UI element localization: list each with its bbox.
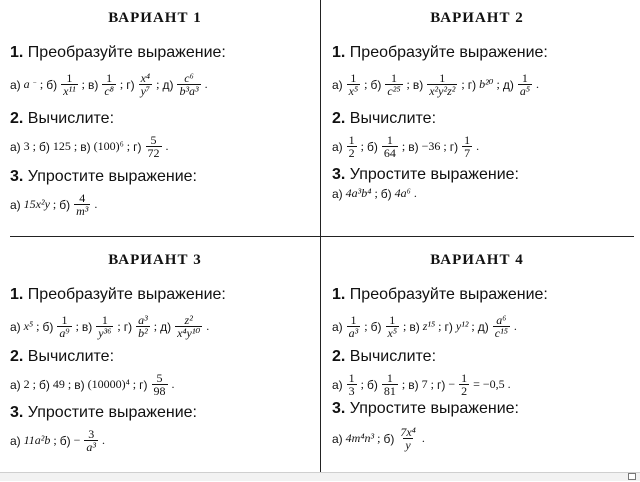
expression-part: 1: [106, 71, 113, 85]
expression-part: a⁶: [496, 313, 507, 327]
fraction: [386, 314, 400, 339]
variant-title: ВАРИАНТ 2: [430, 10, 524, 26]
expression-part: б): [380, 186, 392, 201]
expression-part: 1: [66, 71, 73, 85]
expression-part: ;: [117, 319, 121, 333]
fraction: [84, 428, 98, 453]
expression-part: .: [421, 431, 425, 445]
expression-part: 2.: [10, 110, 24, 127]
expression-part: 1.: [332, 286, 346, 303]
fraction: [347, 72, 361, 97]
expression-part: ;: [374, 186, 378, 200]
expression-part: Упростите выражение:: [349, 400, 519, 417]
expression-part: 2.: [10, 348, 24, 365]
expression-part: a⁹: [59, 326, 70, 340]
expression-part: в): [74, 377, 85, 392]
expression-part: a⁵: [519, 84, 530, 98]
expression-part: 1: [389, 313, 396, 327]
expression-part: 1: [521, 71, 528, 85]
expression-part: c²⁵: [387, 84, 401, 98]
expression-part: Вычислите:: [27, 348, 115, 365]
expression-part: Преобразуйте выражение:: [27, 44, 226, 61]
expression-part: −: [73, 433, 81, 447]
expression-part: б): [367, 377, 378, 392]
expression-part: Преобразуйте выражение:: [349, 44, 548, 61]
expression-part: x¹¹: [63, 84, 76, 98]
expression-part: б): [42, 319, 54, 334]
expression-part: 3: [88, 427, 95, 441]
expression-part: b²⁰: [479, 77, 494, 91]
task-3-heading: [10, 168, 197, 186]
expression-part: ⁻: [32, 80, 37, 89]
expression-part: г): [444, 319, 453, 334]
expression-part: Преобразуйте выражение:: [27, 286, 226, 303]
expression-part: г): [126, 77, 135, 92]
variant-title: ВАРИАНТ 1: [108, 10, 202, 26]
expression-part: ;: [119, 77, 124, 91]
expression-part: б): [39, 139, 50, 154]
expression-part: 7x⁴: [400, 425, 416, 439]
expression-part: а): [332, 431, 343, 446]
expression-part: 3.: [332, 166, 346, 183]
expression-part: д): [162, 77, 174, 92]
expression-part: 5: [156, 371, 163, 385]
expression-part: ;: [360, 139, 365, 153]
task-1-heading: [10, 286, 226, 304]
expression-part: ;: [75, 319, 79, 333]
expression-part: б): [370, 77, 382, 92]
expression-part: −: [448, 377, 456, 391]
variant-title: ВАРИАНТ 3: [108, 252, 202, 268]
expression-part: .: [476, 139, 480, 153]
expression-part: y: [405, 438, 411, 452]
fraction: [347, 372, 357, 397]
fraction: [382, 134, 398, 159]
fraction: [493, 314, 510, 339]
fraction: [175, 314, 202, 339]
expression-part: b²: [138, 326, 148, 340]
expression-part: в): [80, 139, 91, 154]
expression-part: y³⁶: [98, 326, 112, 340]
fraction: [96, 314, 113, 339]
expression-part: c⁶: [184, 71, 194, 85]
expression-part: ;: [53, 433, 57, 447]
fraction: [347, 134, 357, 159]
expression-part: ;: [430, 377, 434, 391]
expression-part: 2: [461, 384, 468, 398]
expression-part: б): [367, 139, 378, 154]
task-2-heading: [332, 348, 436, 366]
expression-part: .: [171, 377, 175, 391]
expression-part: ;: [461, 77, 465, 91]
expression-part: x²y²z²: [429, 84, 456, 98]
task-3-heading: [332, 400, 519, 418]
expression-part: .: [204, 77, 208, 91]
expression-part: ;: [364, 319, 368, 333]
expression-part: ;: [377, 431, 381, 445]
expression-part: г): [123, 319, 133, 334]
expression-part: 1: [350, 71, 357, 85]
task-1-items: [10, 314, 209, 339]
expression-part: 15x²y: [23, 197, 50, 211]
expression-part: Преобразуйте выражение:: [349, 286, 548, 303]
expression-part: д): [160, 319, 172, 334]
expression-part: 125: [52, 139, 71, 153]
expression-part: д): [502, 77, 514, 92]
expression-part: x⁵: [348, 84, 359, 98]
task-3-items: [332, 186, 417, 201]
fraction: [177, 72, 200, 97]
expression-part: 1: [350, 313, 357, 327]
expression-part: 1: [348, 133, 355, 147]
fraction: [102, 72, 116, 97]
expression-part: 2.: [332, 110, 346, 127]
expression-part: г): [139, 377, 148, 392]
expression-part: ;: [73, 139, 78, 153]
expression-part: ;: [364, 77, 368, 91]
expression-part: 3: [348, 384, 355, 398]
expression-part: 5: [150, 133, 157, 147]
fraction: [146, 134, 162, 159]
expression-part: 2.: [332, 348, 346, 365]
expression-part: ;: [32, 377, 37, 391]
expression-part: а): [10, 139, 21, 154]
expression-part: ;: [52, 197, 57, 211]
task-2-items: [10, 134, 169, 159]
task-1-items: [332, 72, 539, 97]
task-3-items: [10, 192, 97, 217]
expression-part: ;: [36, 319, 40, 333]
expression-part: a³: [348, 326, 359, 340]
expression-part: (10000)⁴: [87, 377, 130, 391]
expression-part: z¹⁵: [422, 319, 436, 333]
expression-part: б): [59, 433, 71, 448]
expression-part: Вычислите:: [349, 110, 437, 127]
variant-3: [0, 252, 310, 482]
expression-part: а): [332, 377, 343, 392]
fraction: [427, 72, 457, 97]
expression-part: b³a³: [179, 84, 199, 98]
expression-part: y⁷: [140, 84, 151, 98]
expression-part: в): [412, 77, 424, 92]
fraction: [518, 72, 532, 97]
expression-part: .: [536, 77, 539, 91]
expression-part: ;: [471, 319, 475, 333]
task-1-items: [10, 72, 208, 97]
expression-part: ;: [32, 139, 37, 153]
expression-part: ;: [403, 319, 407, 333]
expression-part: ;: [132, 377, 137, 391]
variant-2: [322, 10, 632, 240]
expression-part: .: [165, 139, 169, 153]
expression-part: 3.: [332, 400, 346, 417]
expression-part: 1: [386, 371, 393, 385]
fraction: [347, 314, 361, 339]
task-3-items: [10, 428, 105, 453]
expression-part: 1: [461, 371, 468, 385]
expression-part: z²: [184, 313, 193, 327]
expression-part: .: [413, 186, 417, 200]
expression-part: ;: [401, 139, 406, 153]
expression-part: г): [467, 77, 477, 92]
expression-part: 72: [147, 146, 160, 160]
expression-part: 11a²b: [23, 433, 51, 447]
expression-part: y¹²: [455, 319, 469, 333]
expression-part: 1.: [10, 44, 24, 61]
expression-part: Упростите выражение:: [27, 404, 197, 421]
expression-part: 4: [79, 191, 86, 205]
expression-part: 1: [390, 71, 397, 85]
expression-part: x⁵: [23, 319, 34, 333]
expression-part: c¹⁵: [494, 326, 508, 340]
expression-part: a³: [138, 313, 148, 327]
task-2-items: [332, 372, 511, 397]
expression-part: 1: [348, 371, 355, 385]
expression-part: .: [507, 377, 511, 391]
expression-part: в): [409, 319, 420, 334]
expression-part: ;: [443, 139, 447, 153]
expression-part: ;: [153, 319, 158, 333]
expression-part: 1: [464, 133, 471, 147]
expression-part: б): [383, 431, 395, 446]
expression-part: Упростите выражение:: [349, 166, 519, 183]
expression-part: г): [436, 377, 446, 392]
expression-part: ;: [156, 77, 160, 91]
fraction: [136, 314, 150, 339]
expression-part: а): [10, 77, 21, 92]
expression-part: Вычислите:: [349, 348, 437, 365]
expression-part: 1: [439, 71, 446, 85]
expression-part: .: [206, 319, 210, 333]
task-1-items: [332, 314, 517, 339]
expression-part: 64: [383, 146, 396, 160]
expression-part: г): [133, 139, 142, 154]
expression-part: −36: [421, 139, 441, 153]
expression-part: 1.: [332, 44, 346, 61]
expression-part: 7: [421, 377, 428, 391]
fraction: [139, 72, 153, 97]
expression-part: 98: [153, 384, 166, 398]
expression-part: 1: [386, 133, 393, 147]
expression-part: а): [332, 77, 343, 92]
expression-part: a: [23, 77, 30, 91]
expression-part: 3.: [10, 404, 24, 421]
expression-part: 4m⁴n³: [345, 431, 375, 445]
expression-part: д): [477, 319, 489, 334]
task-3-items: [332, 426, 425, 451]
expression-part: а): [10, 319, 21, 334]
expression-part: ;: [81, 77, 85, 91]
expression-part: б): [370, 319, 382, 334]
variant-title: ВАРИАНТ 4: [430, 252, 524, 268]
task-2-items: [10, 372, 175, 397]
expression-part: ;: [126, 139, 131, 153]
expression-part: 81: [383, 384, 396, 398]
expression-part: в): [88, 77, 99, 92]
fraction: [459, 372, 469, 397]
task-2-heading: [10, 110, 114, 128]
expression-part: 1: [61, 313, 68, 327]
expression-part: 7: [464, 146, 471, 160]
fraction: [462, 134, 472, 159]
expression-part: c⁸: [104, 84, 114, 98]
expression-part: а): [332, 186, 343, 201]
expression-part: x⁵: [387, 326, 397, 340]
expression-part: 1.: [10, 286, 24, 303]
task-1-heading: [332, 286, 548, 304]
fraction: [382, 372, 398, 397]
expression-part: б): [59, 197, 71, 212]
expression-part: 4a³b⁴: [345, 186, 372, 200]
expression-part: 3: [23, 139, 30, 153]
expression-part: Вычислите:: [27, 110, 115, 127]
expression-part: ;: [39, 77, 44, 91]
expression-part: в): [408, 377, 419, 392]
expression-part: ;: [401, 377, 406, 391]
expression-part: (100)⁶: [93, 139, 124, 153]
task-2-heading: [10, 348, 114, 366]
expression-part: 4a⁶: [394, 186, 411, 200]
expression-part: 49: [52, 377, 65, 391]
expression-part: ;: [496, 77, 500, 91]
expression-part: .: [102, 433, 105, 447]
expression-part: 3.: [10, 168, 24, 185]
expression-part: 2: [348, 146, 355, 160]
variant-4: [322, 252, 632, 482]
fraction: [61, 72, 78, 97]
expression-part: .: [513, 319, 517, 333]
expression-part: а): [10, 377, 21, 392]
expression-part: Упростите выражение:: [27, 168, 197, 185]
expression-part: ;: [438, 319, 442, 333]
expression-part: б): [39, 377, 50, 392]
expression-part: 2: [23, 377, 30, 391]
expression-part: в): [408, 139, 419, 154]
expression-part: .: [94, 197, 98, 211]
fraction: [152, 372, 168, 397]
task-2-heading: [332, 110, 436, 128]
variant-1: [0, 10, 310, 240]
expression-part: a³: [86, 440, 96, 454]
task-1-heading: [332, 44, 548, 62]
expression-part: г): [449, 139, 459, 154]
expression-part: ;: [406, 77, 410, 91]
expression-part: 1: [101, 313, 108, 327]
expression-part: x⁴y¹⁰: [177, 326, 201, 340]
fraction: [385, 72, 402, 97]
fraction: [398, 426, 418, 451]
expression-part: а): [332, 319, 343, 334]
expression-part: ;: [360, 377, 365, 391]
expression-part: а): [10, 197, 21, 212]
expression-part: ;: [67, 377, 72, 391]
expression-part: а): [10, 433, 21, 448]
expression-part: а): [332, 139, 343, 154]
fraction: [57, 314, 71, 339]
task-3-heading: [332, 166, 519, 184]
fraction: [74, 192, 90, 217]
expression-part: m³: [76, 204, 89, 218]
expression-part: в): [81, 319, 93, 334]
expression-part: x⁴: [140, 71, 151, 85]
task-3-heading: [10, 404, 197, 422]
expression-part: = −0,5: [473, 377, 505, 391]
task-1-heading: [10, 44, 226, 62]
task-2-items: [332, 134, 479, 159]
expression-part: б): [46, 77, 58, 92]
